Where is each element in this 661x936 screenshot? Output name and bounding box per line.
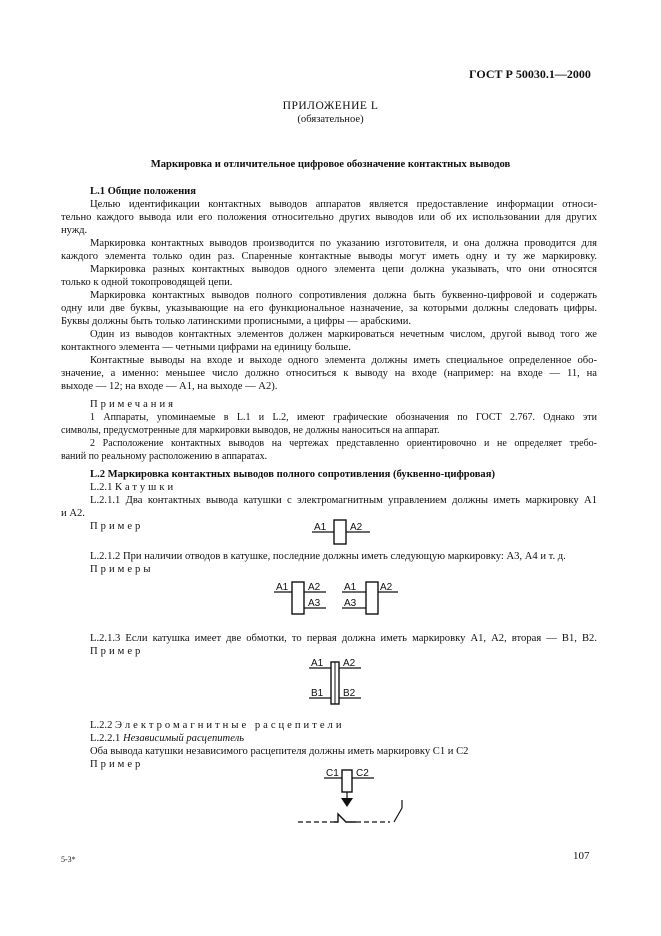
notes-label: Примечания: [90, 399, 176, 410]
l221-number: L.2.2.1: [90, 733, 121, 744]
double-label-b2: B2: [343, 688, 356, 699]
l1-p1-line2: тельно каждого вывода или его положения относительно других выводов или об их использовании для других: [61, 212, 597, 223]
tapped-coil-diagram-2: [340, 578, 420, 623]
examples-label: Примеры: [90, 564, 154, 575]
l221-title: Независимый расцепитель: [122, 733, 245, 744]
tapped1-label-a3: A3: [308, 598, 321, 609]
l21-title: Катушки: [115, 482, 177, 493]
l212-text: L.2.1.2 При наличии отводов в катушке, последние должны иметь следующую маркировку: А3, А4 и т. д.: [90, 551, 566, 562]
document-code: ГОСТ Р 50030.1—2000: [469, 67, 591, 81]
tapped1-label-a2: A2: [308, 582, 321, 593]
l1-p1-line3: нужд.: [61, 225, 88, 236]
note1-line1: 1 Аппараты, упоминаемые в L.1 и L.2, имеют графические обозначения по ГОСТ 2.767. Однако эти: [90, 412, 597, 423]
l21-label: [90, 481, 176, 494]
l1-p6-line2: значение, а именно: меньшее число должно относиться к выводу на входе (например: на входе — 11, на: [61, 368, 597, 379]
shunt-label-c2: C2: [356, 768, 369, 779]
l1-p3-line1: Маркировка разных контактных выводов одного элемента цепи должна указывать, что они относятся: [90, 264, 597, 275]
tapped2-label-a1: A1: [344, 582, 357, 593]
note1-line2: символы, предусмотренные для маркировки выводов, не должны наноситься на аппарат.: [61, 425, 440, 436]
l221-label: [90, 732, 244, 745]
l211-line2: и А2.: [61, 508, 85, 519]
l1-p5-line1: Один из выводов контактных элементов должен маркироваться нечетным числом, другой вывод того же: [90, 329, 597, 340]
l1-p2-line2: каждого элемента только один раз. Спаренные контактные выводы могут иметь одну и ту же маркировку.: [61, 251, 597, 262]
example-label-1: Пример: [90, 521, 144, 532]
l1-p6-line3: выходе — 12; на входе — A1, на выходе — A2).: [61, 381, 278, 392]
l1-p3-line2: только к одной токопроводящей цепи.: [61, 277, 233, 288]
l1-p2-line1: Маркировка контактных выводов производится по указанию изготовителя, и она должна проводится для: [90, 238, 597, 249]
tapped-coil-diagram-1: [270, 578, 350, 623]
appendix-title: ПРИЛОЖЕНИЕ L: [282, 100, 379, 112]
shunt-label-c1: C1: [326, 768, 339, 779]
page-number: 107: [573, 850, 590, 862]
l22-label: [90, 719, 345, 732]
section-l2-heading: L.2 Маркировка контактных выводов полного сопротивления (буквенно-цифровая): [90, 469, 495, 480]
double-label-b1: B1: [311, 688, 324, 699]
l221-text: Оба вывода катушки независимого расцепителя должны иметь маркировку С1 и С2: [90, 746, 469, 757]
coil-diagram: [300, 516, 380, 551]
double-label-a1: A1: [311, 658, 324, 669]
coil-label-a1: A1: [314, 522, 327, 533]
example-label-2: Пример: [90, 646, 144, 657]
l1-p4-line3: Буквы должны быть только латинскими прописными, а цифры — арабскими.: [61, 316, 412, 327]
l1-p5-line2: контактного элемента — четными цифрами на единицу больше.: [61, 342, 351, 353]
example-label-3: Пример: [90, 759, 144, 770]
note2-line2: ваний по реальному расположению в аппаратах.: [61, 451, 268, 462]
l1-p4-line2: одну или две буквы, указывающие на его функциональное назначение, за которыми должны следовать цифры.: [61, 303, 597, 314]
appendix-heading: Маркировка и отличительное цифровое обозначение контактных выводов: [150, 159, 511, 170]
shunt-trip-diagram: [290, 768, 420, 835]
double-winding-diagram: [305, 656, 365, 717]
l211-line1: L.2.1.1 Два контактных вывода катушки с электромагнитным управлением должны иметь маркировку А1: [90, 495, 597, 506]
double-label-a2: A2: [343, 658, 356, 669]
appendix-status: (обязательное): [297, 114, 364, 125]
note2-line1: 2 Расположение контактных выводов на чертежах представленно ориентировочно и не определяет требо-: [90, 438, 597, 449]
footer-mark: 5-3*: [61, 855, 76, 864]
l21-number: L.2.1: [90, 482, 113, 493]
section-l1-heading: L.1 Общие положения: [90, 186, 197, 197]
tapped1-label-a1: A1: [276, 582, 289, 593]
l213-text: L.2.1.3 Если катушка имеет две обмотки, то первая должна иметь маркировку А1, А2, вторая — В1, В2.: [90, 633, 597, 644]
coil-label-a2: A2: [350, 522, 363, 533]
l22-number: L.2.2: [90, 720, 113, 731]
l22-title: Электромагнитные расцепители: [115, 720, 345, 731]
tapped2-label-a2: A2: [380, 582, 393, 593]
l1-p4-line1: Маркировка контактных выводов полного сопротивления должна быть буквенно-цифровой и содержать: [90, 290, 597, 301]
tapped2-label-a3: A3: [344, 598, 357, 609]
l1-p6-line1: Контактные выводы на входе и выходе одного элемента должны иметь специальное определенное обо-: [90, 355, 597, 366]
l1-p1-line1: Целью идентификации контактных выводов аппаратов является предоставление информации относи-: [90, 199, 597, 210]
